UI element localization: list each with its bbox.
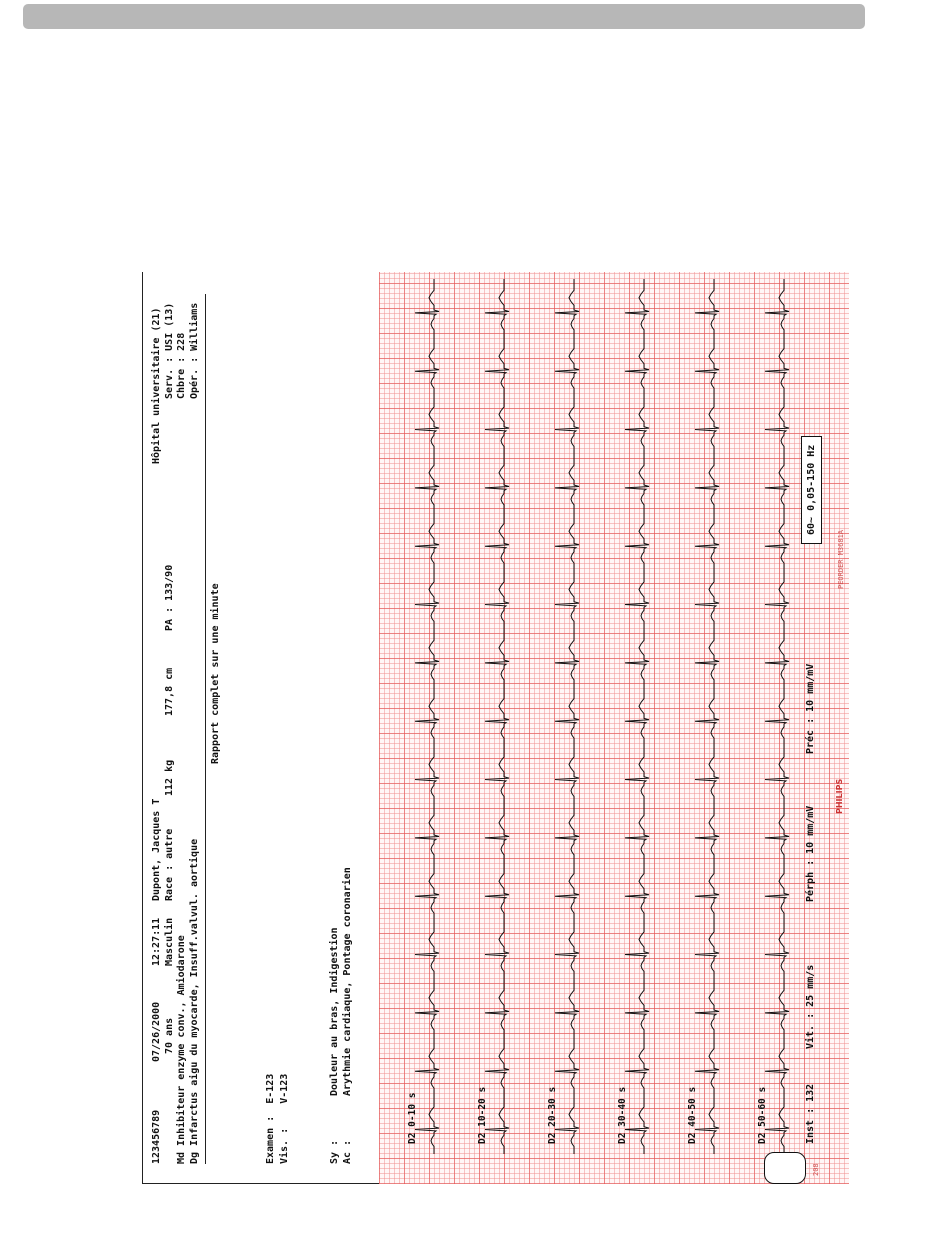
strip-label-4: D2 30-40 s [617,1086,628,1144]
brand-logo: PHILIPS [835,778,844,814]
rotated-report [143,272,849,1184]
patient-height: 177,8 cm [164,667,175,716]
visit-id: Vis. : V-123 [279,1073,290,1164]
periph-gain: Pérph : 10 mm/mV [805,805,816,902]
top-bar [23,4,865,29]
symptoms-label: Sy : [329,1139,340,1164]
patient-weight: 112 kg [164,759,175,796]
ecg-trace-line [415,279,439,1154]
patient-id: 123456789 [151,1109,162,1164]
ecg-traces [379,272,849,1184]
strip-label-1: D2 0-10 s [407,1092,418,1144]
exam-id: Examen : E-123 [265,1073,276,1164]
ecg-strip-6 [765,279,789,1154]
ecg-trace-line [555,279,579,1154]
diagnosis: Dg Infarctus aigu du myocarde, Insuff.valvul. aortique [189,838,200,1164]
hospital-name: Hôpital universitaire (21) [151,307,162,464]
strip-label-6: D2 50-60 s [757,1086,768,1144]
record-button[interactable] [764,1152,806,1184]
operator: Opér. : Williams [189,302,200,399]
ecg-strip-5 [695,279,719,1154]
exam-date: 07/26/2000 [151,1001,162,1062]
exam-time: 12:27:11 [151,917,162,966]
ecg-trace-line [765,279,789,1154]
report-title: Rapport complet sur une minute [210,583,221,764]
ecg-trace-line [485,279,509,1154]
ecg-report-sheet [142,272,848,1184]
ecg-strip-2 [485,279,509,1154]
ecg-strip-4 [625,279,649,1154]
patient-race: Race : autre [164,828,175,901]
room: Chbre : 228 [176,332,187,399]
speed-setting: Vit. : 25 mm/s [805,964,816,1049]
inst-value: Inst : 132 [805,1083,816,1144]
ecg-strip-3 [555,279,579,1154]
patient-age: 70 ans [164,1017,175,1054]
ac-history: Arythmie cardiaque, Pontage coronarien [342,867,353,1096]
ac-label: Ac : [342,1139,353,1164]
paper-code: PEORDER M3681A [837,529,845,589]
ecg-strip-1 [415,279,439,1154]
strip-label-3: D2 20-30 s [547,1086,558,1144]
page-code: 208 [812,1163,820,1176]
ecg-trace-line [695,279,719,1154]
patient-sex: Masculin [164,917,175,966]
medication: Md Inhibiteur enzyme conv., Amiodarone [176,935,187,1164]
symptoms: Douleur au bras, Indigestion [329,927,340,1096]
filter-setting: 60~ 0,05-150 Hz [801,436,822,544]
ecg-trace-line [625,279,649,1154]
service: Serv. : USI (13) [164,302,175,399]
strip-label-2: D2 10-20 s [477,1086,488,1144]
prec-gain: Préc : 10 mm/mV [805,663,816,754]
blood-pressure: PA : 133/90 [164,564,175,631]
header-rule [205,294,206,1164]
patient-name: Dupont, Jacques T [151,798,162,901]
strip-label-5: D2 40-50 s [687,1086,698,1144]
